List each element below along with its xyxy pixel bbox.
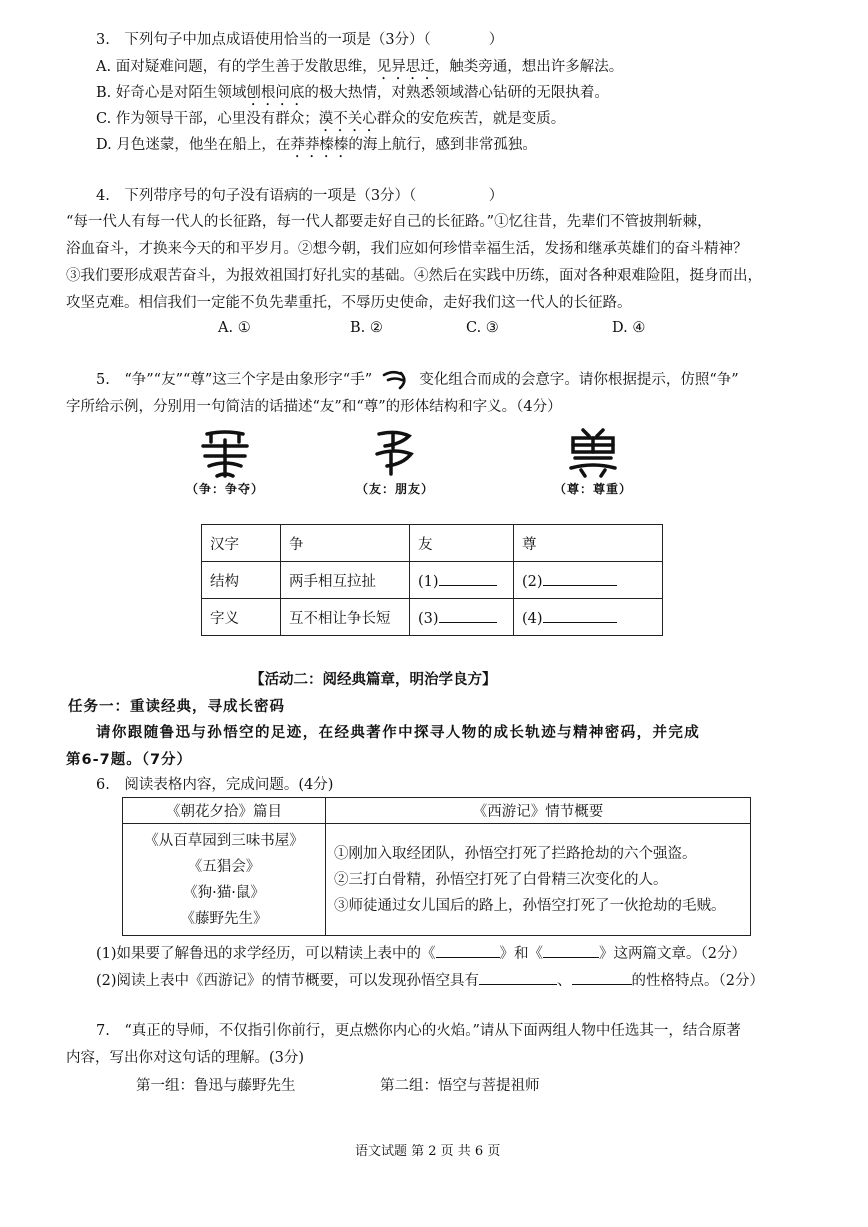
table-row	[202, 525, 663, 562]
q4-option-c: C. ③	[466, 320, 499, 336]
q3-option-d: D. 月色迷蒙，他坐在船上，在莽莽榛榛的海上航行，感到非常孤独。	[96, 137, 537, 153]
seal-script-you-icon	[365, 428, 425, 480]
table-header: 《西游记》情节概要	[326, 798, 751, 824]
q5-stem-line2: 字所给示例，分别用一句简洁的话描述“友”和“尊”的形体结构和字义。（4分）	[66, 399, 562, 415]
q5-stem-line1: 5. “争”“友”“尊”这三个字是由象形字“手” 变化组合而成的会意字。请你根据提示，仿照“争”	[96, 369, 739, 391]
answer-cell[interactable]: (4)	[514, 599, 663, 636]
plot-item: ③师徒通过女儿国后的路上，孙悟空打死了一伙抢劫的毛贼。	[334, 897, 726, 914]
q3-option-a: A. 面对疑难问题，有的学生善于发散思维，见异思迁，触类旁通，想出许多解法。	[96, 59, 624, 75]
q6-subquestion-2: (2)阅读上表中《西游记》的情节概要，可以发现孙悟空具有 、 的性格特点。（2分）	[96, 970, 764, 991]
page-footer: 语文试题 第 2 页 共 6 页	[355, 1144, 501, 1159]
q4-stem: 4. 下列带序号的句子没有语病的一项是（3分）（ ）	[96, 188, 504, 204]
table-cell: 汉字	[202, 525, 281, 562]
plot-item: ①刚加入取经团队，孙悟空打死了拦路抢劫的六个强盗。	[334, 845, 697, 862]
q7-group-2: 第二组：悟空与菩提祖师	[380, 1078, 540, 1094]
q4-option-a: A. ①	[218, 320, 251, 336]
answer-cell[interactable]: (2)	[514, 562, 663, 599]
hand-pictograph-icon	[381, 369, 411, 391]
q6-subquestion-1: (1)如果要了解鲁迅的求学经历，可以精读上表中的《 》和《 》这两篇文章。（2分）	[96, 943, 746, 964]
seal-caption: （友：朋友）	[355, 482, 434, 496]
book-titles-cell	[123, 824, 326, 936]
table-header: 《朝花夕拾》篇目	[123, 798, 326, 824]
seal-char-zun	[528, 428, 658, 497]
table-row	[123, 824, 751, 936]
task-intro-line2: 第6-7题。（7分）	[66, 752, 193, 768]
seal-char-you	[330, 428, 460, 497]
seal-script-zun-icon	[563, 428, 623, 480]
table-row	[202, 562, 663, 599]
table-cell: 尊	[514, 525, 663, 562]
q4-option-d: D. ④	[612, 320, 646, 336]
q3-option-b: B. 好奇心是对陌生领域刨根问底的极大热情，对熟悉领域潜心钻研的无限执着。	[96, 85, 609, 101]
seal-caption: （尊：尊重）	[553, 482, 632, 496]
q4-passage-line: 浴血奋斗，才换来今天的和平岁月。②想今朝，我们应如何珍惜幸福生活，发扬和继承英雄们的奋斗精神？	[66, 241, 748, 257]
answer-blank[interactable]	[479, 970, 557, 985]
answer-blank[interactable]	[436, 943, 500, 958]
q6-stem: 6. 阅读表格内容，完成问题。(4分)	[96, 777, 334, 793]
q7-stem-line2: 内容，写出你对这句话的理解。(3分)	[66, 1050, 305, 1066]
seal-caption: （争：争夺）	[185, 482, 264, 496]
book-title: 《五猖会》	[187, 858, 261, 875]
q7-stem-line1: 7. “真正的导师，不仅指引你前行，更点燃你内心的火焰。”请从下面两组人物中任选其一，结合原著	[96, 1023, 741, 1039]
task-intro-line1: 请你跟随鲁迅与孙悟空的足迹，在经典著作中探寻人物的成长轨迹与精神密码，并完成	[96, 725, 701, 741]
table-cell: 争	[281, 525, 410, 562]
answer-cell[interactable]: (1)	[410, 562, 514, 599]
table-cell: 结构	[202, 562, 281, 599]
plot-item: ②三打白骨精，孙悟空打死了白骨精三次变化的人。	[334, 871, 668, 888]
q3-stem: 3. 下列句子中加点成语使用恰当的一项是（3分）（ ）	[96, 32, 504, 48]
q6-table	[122, 797, 751, 936]
table-cell: 互不相让争长短	[281, 599, 410, 636]
plot-summary-cell	[326, 824, 751, 936]
task-title: 任务一：重读经典，寻成长密码	[68, 699, 285, 715]
table-row	[123, 798, 751, 824]
answer-blank[interactable]	[543, 943, 599, 958]
table-cell: 字义	[202, 599, 281, 636]
seal-script-zheng-icon	[195, 428, 255, 480]
q4-passage-line: ③我们要形成艰苦奋斗，为报效祖国打好扎实的基础。④然后在实践中历练，面对各种艰难险阻，挺身而出，	[66, 268, 762, 284]
table-row	[202, 599, 663, 636]
q4-passage-line: 攻坚克难。相信我们一定能不负先辈重托，不辱历史使命，走好我们这一代人的长征路。	[66, 295, 632, 311]
table-cell: 友	[410, 525, 514, 562]
book-title: 《从百草园到三味书屋》	[144, 832, 304, 849]
table-cell: 两手相互拉扯	[281, 562, 410, 599]
seal-char-zheng	[170, 428, 280, 497]
q5-character-table	[201, 524, 663, 636]
answer-blank[interactable]	[572, 970, 632, 985]
q3-option-c: C. 作为领导干部，心里没有群众；漠不关心群众的安危疾苦，就是变质。	[96, 111, 566, 127]
q4-option-b: B. ②	[350, 320, 383, 336]
answer-cell[interactable]: (3)	[410, 599, 514, 636]
book-title: 《狗·猫·鼠》	[183, 884, 265, 901]
q7-group-1: 第一组：鲁迅与藤野先生	[136, 1078, 296, 1094]
q4-passage-line: “每一代人有每一代人的长征路，每一代人都要走好自己的长征路。”①忆往昔，先辈们不管披荆斩棘，	[66, 214, 712, 230]
book-title: 《藤野先生》	[180, 910, 268, 927]
activity-title: 【活动二：阅经典篇章，明治学良方】	[250, 672, 497, 688]
